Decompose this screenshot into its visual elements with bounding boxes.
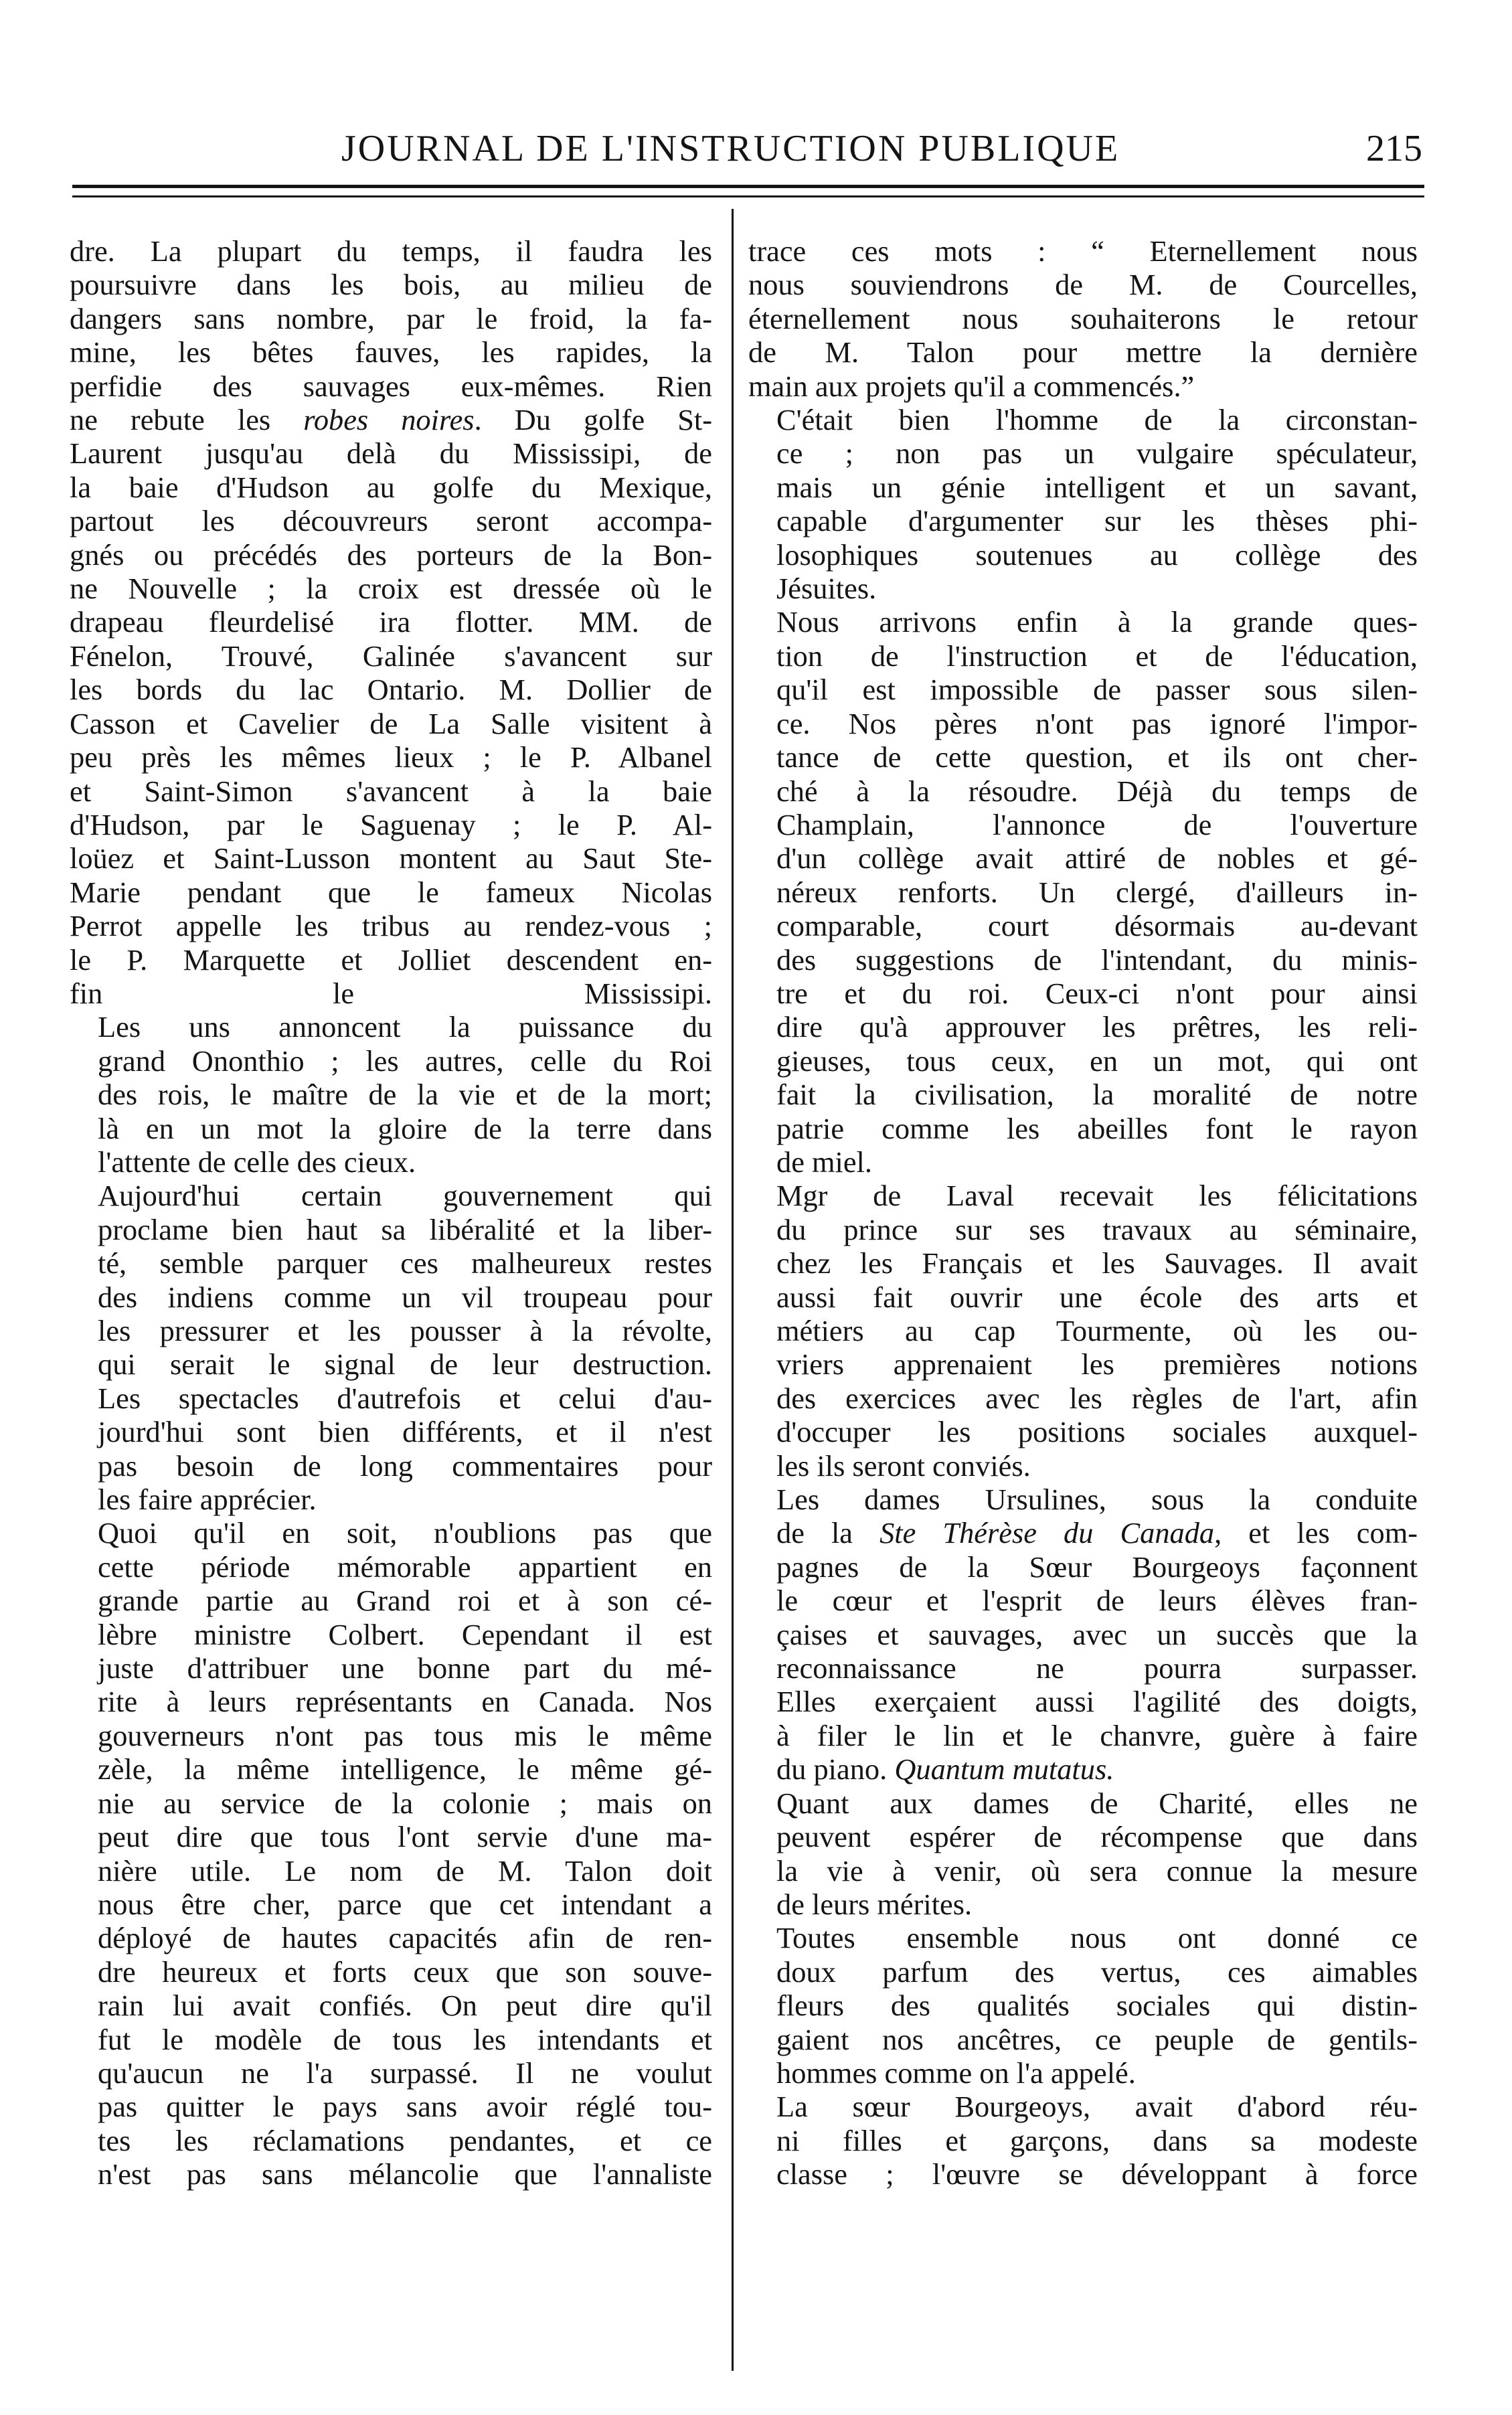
text-line: gnés ou précédés des porteurs de la Bon- [70, 537, 712, 572]
text-line: ché à la résoudre. Déjà du temps de [776, 774, 1418, 808]
text-line: du piano. Quantum mutatus. [776, 1752, 1114, 1786]
text-line: Casson et Cavelier de La Salle visitent à [70, 706, 712, 740]
text-line: mais un génie intelligent et un savant, [776, 470, 1418, 504]
text-line: fait la civilisation, la moralité de notre [776, 1078, 1418, 1112]
text-line: Les uns annoncent la puissance du [98, 1010, 712, 1044]
text-line: d'occuper les positions sociales auxquel- [776, 1415, 1418, 1449]
text-line: peuvent espérer de récompense que dans [776, 1820, 1418, 1854]
paragraph [70, 1516, 712, 2191]
text-line: les pressurer et les pousser à la révolte, [98, 1314, 712, 1347]
text-line: qu'aucun ne l'a surpassé. Il ne voulut [98, 2056, 712, 2090]
text-line: qu'il est impossible de passer sous silen- [776, 673, 1418, 707]
page-header [0, 122, 1512, 175]
text-line: le P. Marquette et Jolliet descendent en- [70, 942, 712, 977]
text-line: ni filles et garçons, dans sa modeste [776, 2123, 1418, 2157]
text-line: hommes comme on l'a appelé. [776, 2056, 1136, 2090]
paragraph [748, 1921, 1418, 2090]
text-line: chez les Français et les Sauvages. Il avait [776, 1246, 1418, 1280]
text-line: ne rebute les robes noires. Du golfe St- [70, 403, 712, 437]
text-line: tes les réclamations pendantes, et ce [98, 2123, 712, 2157]
header-rule-thin [72, 195, 1424, 197]
text-line: pagnes de la Sœur Bourgeoys façonnent [776, 1550, 1418, 1584]
text-line: pas quitter le pays sans avoir réglé tou- [98, 2090, 712, 2124]
text-line: tance de cette question, et ils ont cher- [776, 740, 1418, 774]
text-line: néreux renforts. Un clergé, d'ailleurs in- [776, 875, 1418, 909]
text-line: à filer le lin et le chanvre, guère à faire [776, 1718, 1418, 1752]
text-line: vriers apprenaient les premières notions [776, 1347, 1418, 1382]
text-line: Les spectacles d'autrefois et celui d'au- [98, 1381, 712, 1415]
text-line: grande partie au Grand roi et à son cé- [98, 1584, 712, 1618]
paragraph [70, 234, 712, 1010]
text-line: fleurs des qualités sociales qui distin- [776, 1989, 1418, 2023]
text-line: C'était bien l'homme de la circonstan- [776, 403, 1418, 437]
text-line: La sœur Bourgeoys, avait d'abord réu- [776, 2090, 1418, 2124]
text-line: les bords du lac Ontario. M. Dollier de [70, 673, 712, 707]
text-line: partout les découvreurs seront accompa- [70, 504, 712, 538]
text-line: main aux projets qu'il a commencés.” [748, 369, 1195, 403]
text-line: Aujourd'hui certain gouvernement qui [98, 1179, 712, 1213]
text-line: là en un mot la gloire de la terre dans [98, 1111, 712, 1145]
text-line: gieuses, tous ceux, en un mot, qui ont [776, 1044, 1418, 1078]
text-line: proclame bien haut sa libéralité et la liber- [98, 1212, 712, 1246]
text-line: dire qu'à approuver les prêtres, les reli- [776, 1010, 1418, 1044]
text-line: peu près les mêmes lieux ; le P. Albanel [70, 740, 712, 774]
text-line: ce ; non pas un vulgaire spéculateur, [776, 436, 1418, 471]
paragraph [70, 1179, 712, 1516]
text-line: dangers sans nombre, par le froid, la fa- [70, 301, 712, 335]
text-line: gouverneurs n'ont pas tous mis le même [98, 1718, 712, 1752]
header-rule-thick [72, 185, 1424, 188]
right-column [748, 234, 1418, 2191]
text-line: juste d'attribuer une bonne part du mé- [98, 1651, 712, 1685]
text-line: fut le modèle de tous les intendants et [98, 2022, 712, 2056]
text-line: Les dames Ursulines, sous la conduite [776, 1483, 1418, 1517]
text-line: de leurs mérites. [776, 1887, 973, 1921]
text-line: gaient nos ancêtres, ce peuple de gentils- [776, 2022, 1418, 2056]
text-line: tre et du roi. Ceux-ci n'ont pour ainsi [776, 976, 1418, 1010]
text-line: l'attente de celle des cieux. [98, 1145, 416, 1179]
text-line: poursuivre dans les bois, au milieu de [70, 268, 712, 302]
text-line: Fénelon, Trouvé, Galinée s'avancent sur [70, 639, 712, 673]
text-line: trace ces mots : “ Eternellement nous [748, 234, 1418, 268]
text-line: des exercices avec les règles de l'art, afin [776, 1381, 1418, 1415]
text-line: doux parfum des vertus, ces aimables [776, 1954, 1418, 1989]
text-line: Champlain, l'annonce de l'ouverture [776, 807, 1418, 841]
text-line: aussi fait ouvrir une école des arts et [776, 1280, 1418, 1314]
paragraph [748, 1786, 1418, 1922]
paragraph [748, 1179, 1418, 1483]
text-line: reconnaissance ne pourra surpasser. [776, 1651, 1418, 1685]
text-line: nous souviendrons de M. de Courcelles, [748, 268, 1418, 302]
column-divider [732, 209, 734, 2371]
text-line: comparable, court désormais au-devant [776, 909, 1418, 943]
paragraph [748, 234, 1418, 403]
text-line: de la Ste Thérèse du Canada, et les com- [776, 1516, 1418, 1550]
text-line: éternellement nous souhaiterons le retour [748, 301, 1418, 335]
text-line: losophiques soutenues au collège des [776, 537, 1418, 572]
paragraph [748, 605, 1418, 1179]
text-line: tion de l'instruction et de l'éducation, [776, 639, 1418, 673]
text-line: pas besoin de long commentaires pour [98, 1448, 712, 1483]
text-line: capable d'argumenter sur les thèses phi- [776, 504, 1418, 538]
text-line: té, semble parquer ces malheureux restes [98, 1246, 712, 1280]
text-line: Quant aux dames de Charité, elles ne [776, 1786, 1418, 1820]
text-line: la baie d'Hudson au golfe du Mexique, [70, 470, 712, 504]
text-line: fin le Mississipi. [70, 976, 712, 1010]
text-line: la vie à venir, où sera connue la mesure [776, 1853, 1418, 1888]
text-line: perfidie des sauvages eux-mêmes. Rien [70, 369, 712, 403]
text-line: Toutes ensemble nous ont donné ce [776, 1921, 1418, 1955]
text-line: nie au service de la colonie ; mais on [98, 1786, 712, 1820]
text-line: drapeau fleurdelisé ira flotter. MM. de [70, 605, 712, 639]
text-line: n'est pas sans mélancolie que l'annaliste [98, 2157, 712, 2191]
text-line: Mgr de Laval recevait les félicitations [776, 1179, 1418, 1213]
text-line: qui serait le signal de leur destruction. [98, 1347, 712, 1382]
text-line: les faire apprécier. [98, 1483, 317, 1517]
text-line: des rois, le maître de la vie et de la mort; [98, 1078, 712, 1112]
text-line: Laurent jusqu'au delà du Mississipi, de [70, 436, 712, 471]
text-line: Quoi qu'il en soit, n'oublions pas que [98, 1516, 712, 1550]
text-line: cette période mémorable appartient en [98, 1550, 712, 1584]
text-line: dre. La plupart du temps, il faudra les [70, 234, 712, 268]
text-line: d'un collège avait attiré de nobles et gé- [776, 841, 1418, 876]
text-line: mine, les bêtes fauves, les rapides, la [70, 335, 712, 369]
text-line: nière utile. Le nom de M. Talon doit [98, 1853, 712, 1888]
paragraph [748, 2090, 1418, 2191]
text-line: de miel. [776, 1145, 872, 1179]
text-line: lèbre ministre Colbert. Cependant il est [98, 1617, 712, 1651]
text-line: métiers au cap Tourmente, où les ou- [776, 1314, 1418, 1347]
text-line: Elles exerçaient aussi l'agilité des doigts, [776, 1685, 1418, 1719]
text-line: d'Hudson, par le Saguenay ; le P. Al- [70, 807, 712, 841]
text-line: jourd'hui sont bien différents, et il n'est [98, 1415, 712, 1449]
paragraph [748, 1483, 1418, 1786]
text-line: de M. Talon pour mettre la dernière [748, 335, 1418, 369]
text-line: Marie pendant que le fameux Nicolas [70, 875, 712, 909]
text-line: classe ; l'œuvre se développant à force [776, 2157, 1418, 2191]
text-line: déployé de hautes capacités afin de ren- [98, 1921, 712, 1955]
text-line: des suggestions de l'intendant, du minis- [776, 942, 1418, 977]
text-line: Nous arrivons enfin à la grande ques- [776, 605, 1418, 639]
text-line: peut dire que tous l'ont servie d'une ma- [98, 1820, 712, 1854]
text-line: ne Nouvelle ; la croix est dressée où le [70, 572, 712, 606]
text-line: patrie comme les abeilles font le rayon [776, 1111, 1418, 1145]
text-line: du prince sur ses travaux au séminaire, [776, 1212, 1418, 1246]
left-column [70, 234, 712, 2191]
text-line: des indiens comme un vil troupeau pour [98, 1280, 712, 1314]
text-line: rain lui avait confiés. On peut dire qu'il [98, 1989, 712, 2023]
paragraph [748, 403, 1418, 605]
text-line: le cœur et l'esprit de leurs élèves fran- [776, 1584, 1418, 1618]
paragraph [70, 1010, 712, 1179]
text-line: çaises et sauvages, avec un succès que la [776, 1617, 1418, 1651]
text-line: Jésuites. [776, 572, 877, 606]
text-line: ce. Nos pères n'ont pas ignoré l'impor- [776, 706, 1418, 740]
text-line: rite à leurs représentants en Canada. Nos [98, 1685, 712, 1719]
page-number: 215 [1366, 128, 1422, 169]
text-line: zèle, la même intelligence, le même gé- [98, 1752, 712, 1786]
text-line: dre heureux et forts ceux que son souve- [98, 1954, 712, 1989]
text-line: grand Ononthio ; les autres, celle du Roi [98, 1044, 712, 1078]
text-line: Perrot appelle les tribus au rendez-vous ; [70, 909, 712, 943]
text-line: nous être cher, parce que cet intendant a [98, 1887, 712, 1921]
running-title: JOURNAL DE L'INSTRUCTION PUBLIQUE [341, 128, 1120, 169]
text-line: et Saint-Simon s'avancent à la baie [70, 774, 712, 808]
text-line: loüez et Saint-Lusson montent au Saut Ste- [70, 841, 712, 876]
text-line: les ils seront conviés. [776, 1448, 1031, 1483]
